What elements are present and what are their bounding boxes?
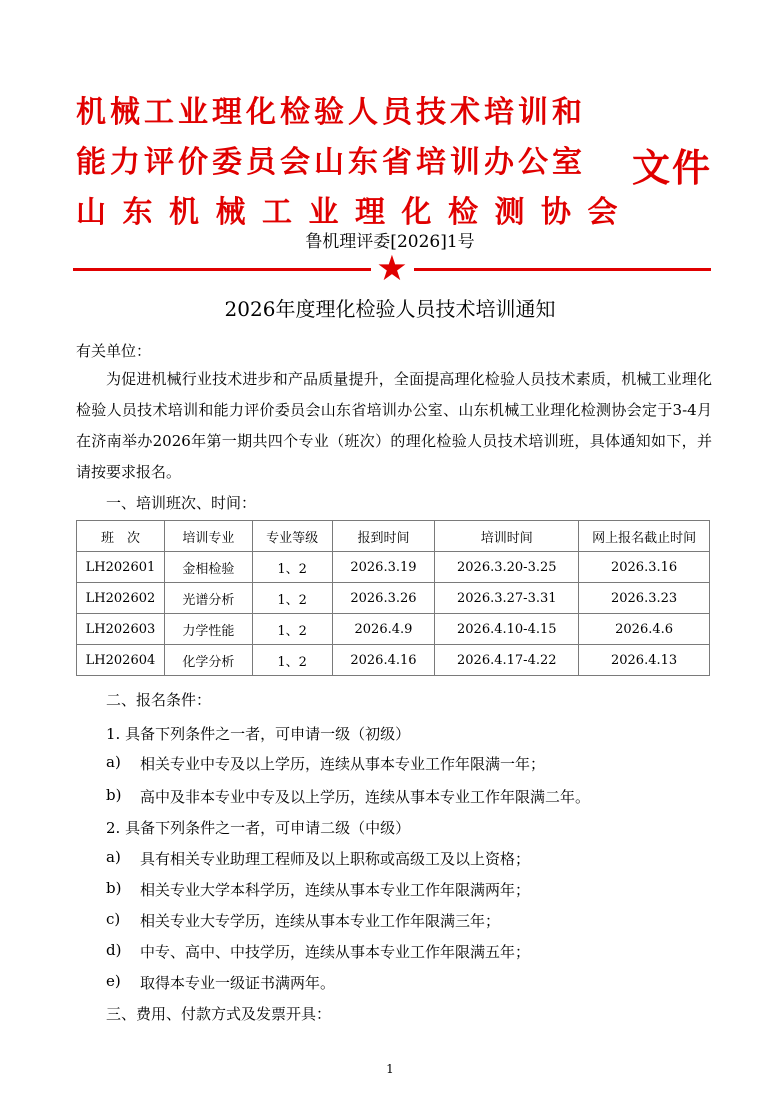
cell-class: LH202602 — [77, 583, 165, 614]
table-row — [77, 614, 710, 645]
cell-deadline: 2026.3.23 — [579, 583, 710, 614]
section-1-heading: 一、培训班次、时间： — [106, 494, 257, 512]
salutation: 有关单位： — [76, 342, 152, 360]
cell-training-time: 2026.3.27-3.31 — [435, 583, 579, 614]
level-2-item-b-label: b) — [106, 879, 122, 897]
cell-training-time: 2026.4.17-4.22 — [435, 645, 579, 676]
cell-major: 化学分析 — [164, 645, 252, 676]
page-number: 1 — [386, 1062, 394, 1076]
header-checkin: 报到时间 — [332, 521, 435, 552]
level-2-item-a-label: a) — [106, 848, 121, 866]
level-2-heading: 2. 具备下列条件之一者，可申请二级（中级） — [106, 819, 411, 837]
cell-checkin: 2026.4.9 — [332, 614, 435, 645]
header-class: 班 次 — [77, 521, 165, 552]
intro-paragraph: 为促进机械行业技术进步和产品质量提升，全面提高理化检验人员技术素质，机械工业理化检验人员技术培训和能力评价委员会山东省培训办公室、山东机械工业理化检测协会定于3-4月在济南举办2026年第一期共四个专业（班次）的理化检验人员技术培训班，具体通知如下，并请按要求报名。 — [76, 370, 712, 481]
cell-checkin: 2026.3.19 — [332, 552, 435, 583]
level-1-item-b-text: 高中及非本专业中专及以上学历，连续从事本专业工作年限满二年。 — [140, 788, 591, 806]
level-2-item-a-text: 具有相关专业助理工程师及以上职称或高级工及以上资格； — [140, 850, 531, 868]
cell-major: 光谱分析 — [164, 583, 252, 614]
section-2-heading: 二、报名条件： — [106, 691, 212, 709]
level-2-item-e-label: e) — [106, 972, 121, 990]
level-2-item-d-text: 中专、高中、中技学历，连续从事本专业工作年限满五年； — [140, 943, 531, 961]
cell-class: LH202604 — [77, 645, 165, 676]
issuer-line-3: 山东机械工业理化检测协会 — [76, 195, 634, 230]
red-divider-right — [414, 268, 711, 271]
level-2-item-c-text: 相关专业大专学历，连续从事本专业工作年限满三年； — [140, 912, 501, 930]
level-2-item-e-text: 取得本专业一级证书满两年。 — [140, 974, 336, 992]
table-header-row — [77, 521, 710, 552]
cell-major: 金相检验 — [164, 552, 252, 583]
cell-class: LH202601 — [77, 552, 165, 583]
level-1-item-b-label: b) — [106, 786, 122, 804]
training-schedule-table — [76, 520, 710, 676]
cell-deadline: 2026.3.16 — [579, 552, 710, 583]
red-divider-left — [73, 268, 371, 271]
header-deadline: 网上报名截止时间 — [579, 521, 710, 552]
section-3-heading: 三、费用、付款方式及发票开具： — [106, 1005, 332, 1023]
level-2-item-c-label: c) — [106, 910, 121, 928]
level-2-item-d-label: d) — [106, 941, 122, 959]
cell-training-time: 2026.4.10-4.15 — [435, 614, 579, 645]
cell-level: 1、2 — [252, 614, 332, 645]
level-1-heading: 1. 具备下列条件之一者，可申请一级（初级） — [106, 725, 411, 743]
red-star-icon: ★ — [376, 249, 408, 289]
header-major: 培训专业 — [164, 521, 252, 552]
issuer-block — [76, 88, 634, 238]
issuer-line-2: 能力评价委员会山东省培训办公室 — [76, 145, 586, 180]
table-row — [77, 583, 710, 614]
cell-deadline: 2026.4.6 — [579, 614, 710, 645]
cell-level: 1、2 — [252, 583, 332, 614]
document-word: 文件 — [632, 146, 713, 190]
level-1-item-a-text: 相关专业中专及以上学历，连续从事本专业工作年限满一年； — [140, 755, 546, 773]
table-row — [77, 645, 710, 676]
cell-class: LH202603 — [77, 614, 165, 645]
cell-level: 1、2 — [252, 645, 332, 676]
header-level: 专业等级 — [252, 521, 332, 552]
level-1-item-a-label: a) — [106, 753, 121, 771]
header-training-time: 培训时间 — [435, 521, 579, 552]
document-number: 鲁机理评委[2026]1号 — [305, 232, 475, 252]
level-2-item-b-text: 相关专业大学本科学历，连续从事本专业工作年限满两年； — [140, 881, 531, 899]
issuer-line-1: 机械工业理化检验人员技术培训和 — [76, 95, 586, 130]
cell-checkin: 2026.4.16 — [332, 645, 435, 676]
notice-title: 2026年度理化检验人员技术培训通知 — [224, 297, 556, 321]
cell-checkin: 2026.3.26 — [332, 583, 435, 614]
table-row — [77, 552, 710, 583]
cell-training-time: 2026.3.20-3.25 — [435, 552, 579, 583]
cell-deadline: 2026.4.13 — [579, 645, 710, 676]
cell-major: 力学性能 — [164, 614, 252, 645]
cell-level: 1、2 — [252, 552, 332, 583]
